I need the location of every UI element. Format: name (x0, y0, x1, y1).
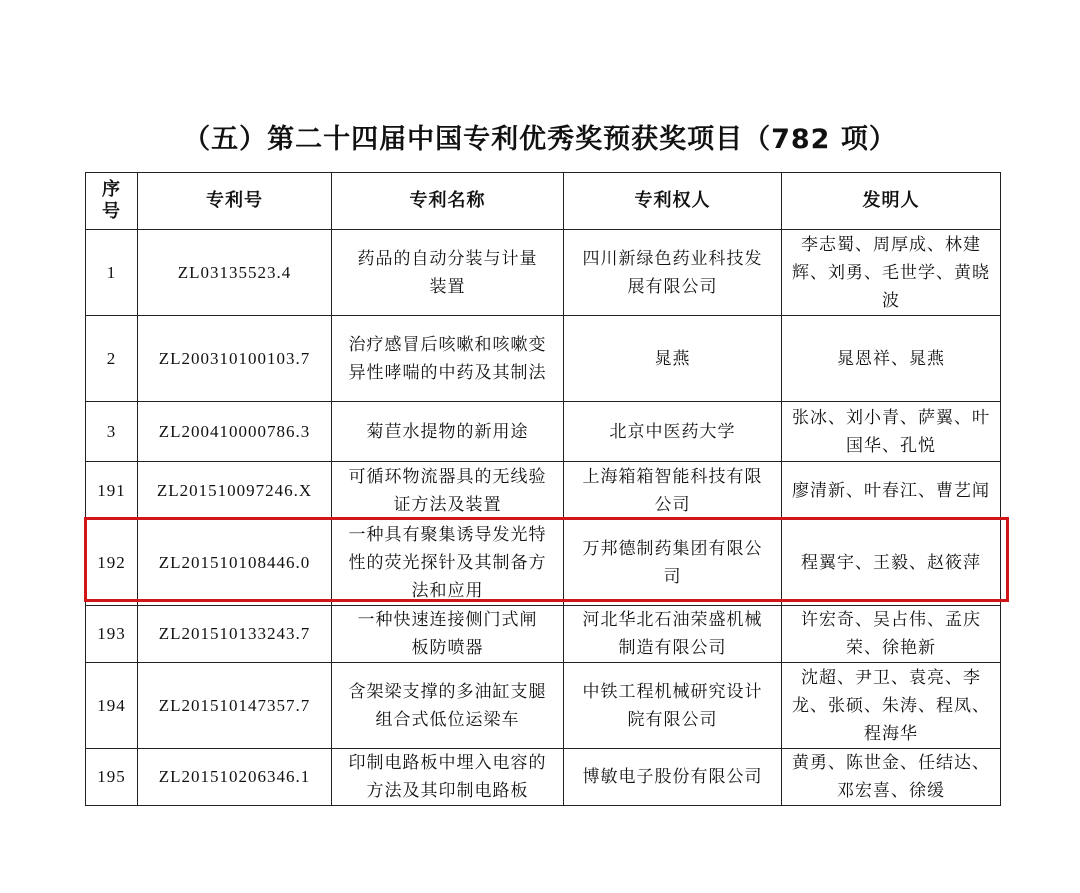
row-index: 195 (86, 749, 138, 806)
row-patent-no: ZL201510147357.7 (138, 663, 332, 749)
row-patent-no: ZL201510097246.X (138, 462, 332, 520)
row-patent-name: 印制电路板中埋入电容的方法及其印制电路板 (332, 749, 564, 806)
row-patent-name: 一种具有聚集诱导发光特性的荧光探针及其制备方法和应用 (332, 520, 564, 606)
row-patent-no: ZL201510206346.1 (138, 749, 332, 806)
row-patent-name: 可循环物流器具的无线验证方法及装置 (332, 462, 564, 520)
row-inventors: 李志蜀、周厚成、林建辉、刘勇、毛世学、黄晓波 (782, 230, 1001, 316)
header-patentee: 专利权人 (564, 173, 782, 230)
patent-award-table (85, 172, 1001, 806)
row-index: 2 (86, 316, 138, 402)
row-inventors: 晁恩祥、晁燕 (782, 316, 1001, 402)
row-patentee: 四川新绿色药业科技发展有限公司 (564, 230, 782, 316)
row-inventors: 廖清新、叶春江、曹艺闻 (782, 462, 1001, 520)
row-index: 192 (86, 520, 138, 606)
row-patent-no: ZL200310100103.7 (138, 316, 332, 402)
row-index: 3 (86, 402, 138, 462)
row-patentee: 晁燕 (564, 316, 782, 402)
row-index: 194 (86, 663, 138, 749)
row-inventors: 沈超、尹卫、袁亮、李龙、张硕、朱涛、程凤、程海华 (782, 663, 1001, 749)
row-patentee: 博敏电子股份有限公司 (564, 749, 782, 806)
row-patent-name: 含架梁支撑的多油缸支腿组合式低位运梁车 (332, 663, 564, 749)
row-patentee: 万邦德制药集团有限公司 (564, 520, 782, 606)
table-header-row (86, 173, 1001, 230)
row-patent-name: 一种快速连接侧门式闸板防喷器 (332, 606, 564, 663)
row-inventors: 黄勇、陈世金、任结达、邓宏喜、徐缓 (782, 749, 1001, 806)
row-index: 1 (86, 230, 138, 316)
table-row (86, 402, 1001, 462)
row-patentee: 中铁工程机械研究设计院有限公司 (564, 663, 782, 749)
table-row (86, 606, 1001, 663)
row-inventors: 张冰、刘小青、萨翼、叶国华、孔悦 (782, 402, 1001, 462)
header-patent-no: 专利号 (138, 173, 332, 230)
row-patent-name: 菊苣水提物的新用途 (332, 402, 564, 462)
row-patentee: 上海箱箱智能科技有限公司 (564, 462, 782, 520)
row-patent-no: ZL200410000786.3 (138, 402, 332, 462)
document-title: （五）第二十四届中国专利优秀奖预获奖项目（782 项） (183, 124, 897, 155)
row-index: 193 (86, 606, 138, 663)
table-row (86, 316, 1001, 402)
header-index: 序号 (86, 173, 138, 230)
row-inventors: 程翼宇、王毅、赵筱萍 (782, 520, 1001, 606)
row-patent-no: ZL03135523.4 (138, 230, 332, 316)
header-inventors: 发明人 (782, 173, 1001, 230)
row-index: 191 (86, 462, 138, 520)
row-patent-no: ZL201510108446.0 (138, 520, 332, 606)
table-row (86, 462, 1001, 520)
row-patent-name: 药品的自动分装与计量装置 (332, 230, 564, 316)
row-patentee: 河北华北石油荣盛机械制造有限公司 (564, 606, 782, 663)
row-patentee: 北京中医药大学 (564, 402, 782, 462)
table-row (86, 749, 1001, 806)
row-inventors: 许宏奇、吴占伟、孟庆荣、徐艳新 (782, 606, 1001, 663)
table-row (86, 663, 1001, 749)
row-patent-name: 治疗感冒后咳嗽和咳嗽变异性哮喘的中药及其制法 (332, 316, 564, 402)
table-row (86, 230, 1001, 316)
header-patent-name: 专利名称 (332, 173, 564, 230)
row-patent-no: ZL201510133243.7 (138, 606, 332, 663)
table-row-highlighted (86, 520, 1001, 606)
